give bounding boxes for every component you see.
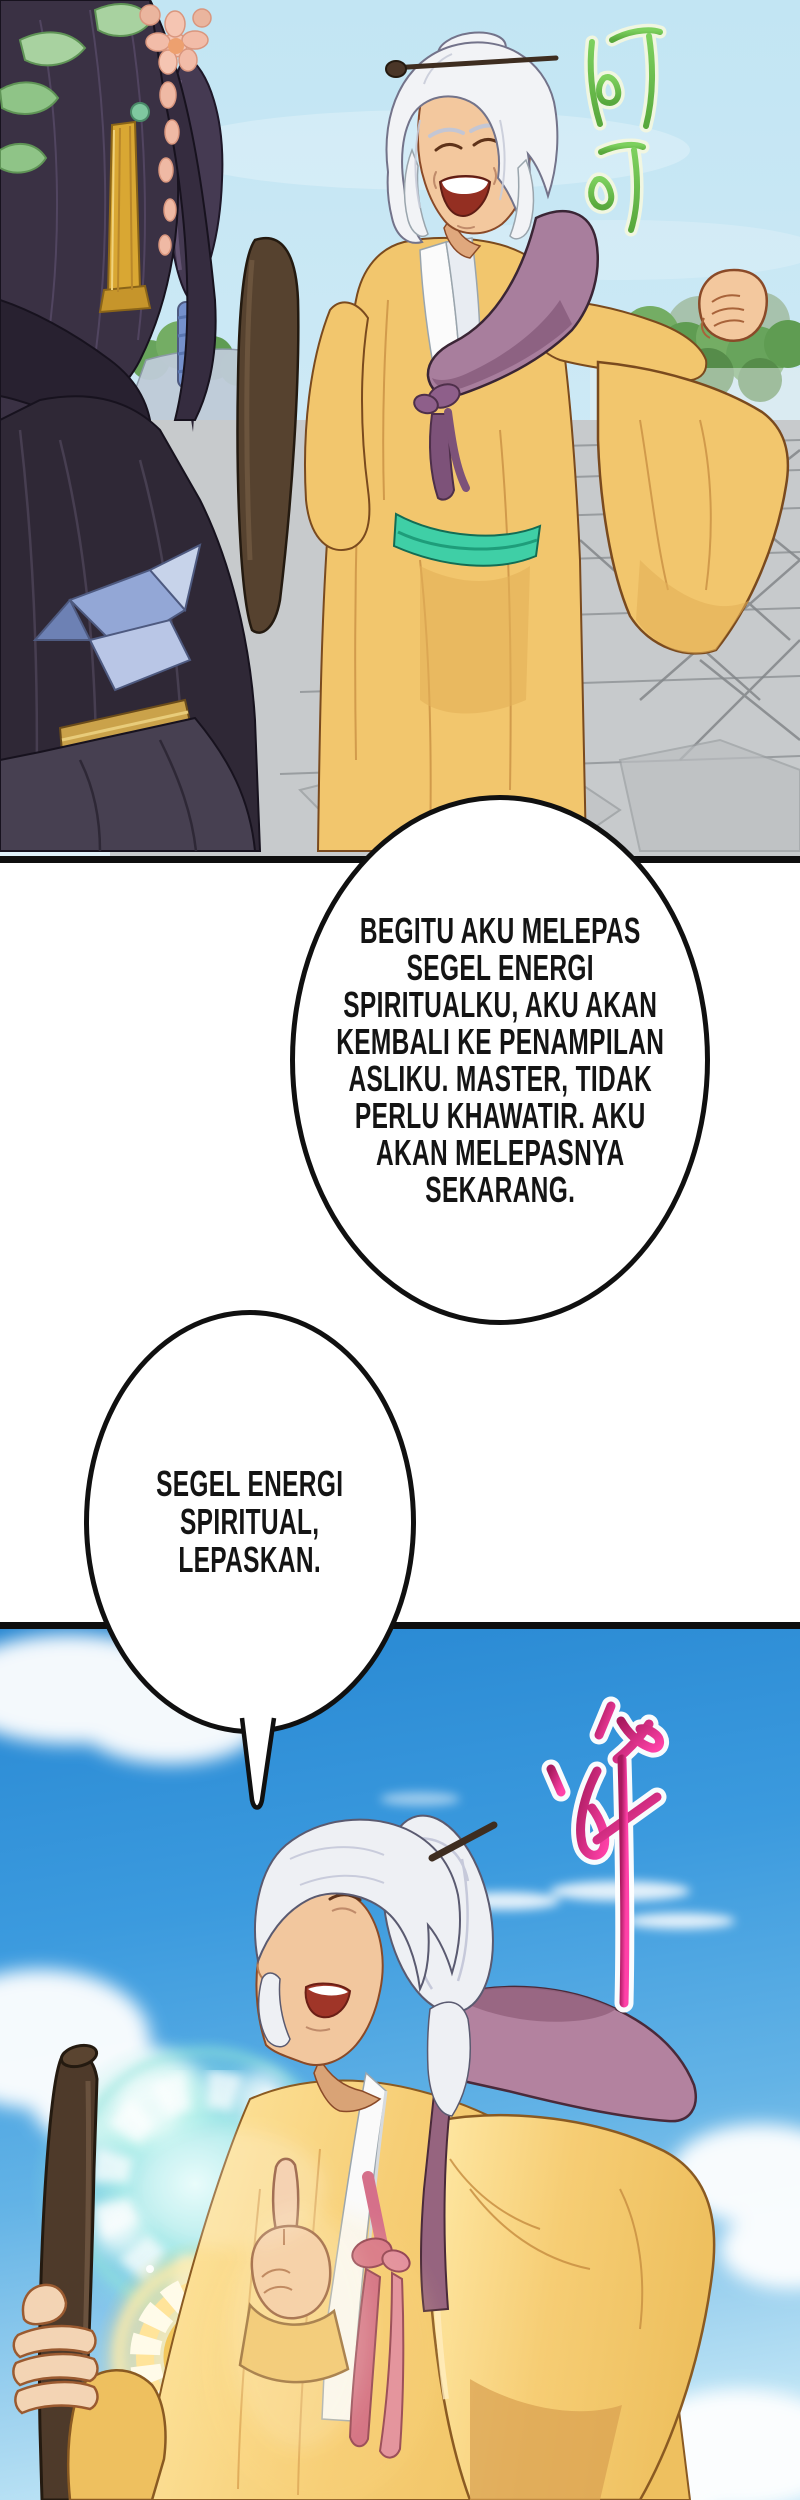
bubble-line: SEKARANG. [425, 1169, 575, 1210]
speech-bubble-2-text [156, 1465, 343, 1579]
bubble-line: ASLIKU. MASTER, TIDAK [348, 1058, 652, 1099]
bubble-line: BEGITU AKU MELEPAS [359, 910, 641, 951]
speech-bubble-1 [290, 795, 710, 1325]
speech-bubble-2 [84, 1310, 416, 1734]
fist [699, 270, 766, 341]
bubble-line: AKAN MELEPASNYA [375, 1132, 625, 1173]
bubble-line: SPIRITUALKU, AKU AKAN [342, 984, 658, 1025]
bubble-line: SPIRITUAL, [180, 1501, 320, 1542]
speech-bubble-2-tail [236, 1716, 280, 1822]
bubble-line: KEMBALI KE PENAMPILAN [335, 1021, 665, 1062]
bubble-line: SEGEL ENERGI [406, 947, 594, 988]
panel-2 [0, 1622, 800, 2500]
bubble-line: PERLU KHAWATIR. AKU [354, 1095, 646, 1136]
panel-1 [0, 0, 800, 863]
jade-bead [131, 103, 149, 121]
speech-bubble-1-text [336, 912, 664, 1208]
bubble-line: SEGEL ENERGI [156, 1463, 344, 1504]
bubble-line: LEPASKAN. [178, 1539, 322, 1580]
panel-1-art [0, 0, 800, 856]
panel-2-art [0, 1629, 800, 2500]
